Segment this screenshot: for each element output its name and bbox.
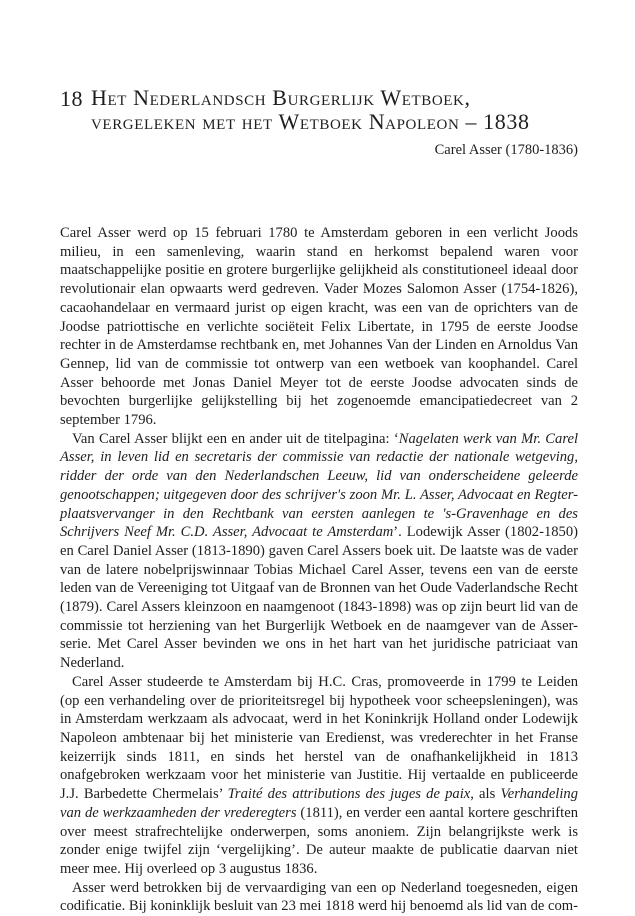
text-run: (1811), en verder een aantal kortere geschriften over meest strafrechtelijke onderwerpen, soms anoniem. Zijn belangrijkste werk is zonder enige twijfel zijn ‘vergelijking’. De auteur maakte de publicatie daarvan niet meer mee. Hij overleed op 3 augustus 1836. [60,804,579,877]
text-run: Carel Asser studeerde te Amsterdam bij H.C. Cras, promoveerde in 1799 te Leiden (op een verhandeling over de prioriteitsregel bij hypotheek voor scheepsleningen), was in Amsterdam werkzaam als advocaat, werd in het Koninkrijk Holland onder Lodewijk Napoleon ambtenaar bij het ministerie van Eredienst, was vrederechter in het Franse keizerrijk sinds 1811, en sinds het herstel van de onafhankelijkheid in 1813 onafgebroken werkzaam voor het ministerie van Justitie. Hij vertaalde en publiceerde J.J. Barbedette Chermelais’ [60,673,578,803]
text-run: Asser werd betrokken bij de vervaardiging van een op Nederland toegesneden, eigen codificatie. Bij koninklijk besluit van 23 mei 1818 werd hij benoemd als lid van de com- [60,879,578,915]
text-run: ’. Lodewijk Asser (1802-1850) en Carel Daniel Asser (1813-1890) gaven Carel Assers boek uit. De laatste was de vader van de latere nobelprijswinnaar Tobias Michael Carel Asser, tevens een van de eerste leden van de Vereeniging tot Uitgaaf van de Bronnen van het Oude Vaderlandsche Recht (1879). Carel Assers kleinzoon en naamgenoot (1843-1898) was op zijn beurt lid van de commissie tot herziening van het Burgerlijk Wetboek en de naamgever van de Asser-serie. Met Carel Asser bevinden we ons in het hart van het juridische patriciaat van Nederland. [60,524,578,672]
chapter-title-line-1: Het Nederlandsch Burgerlijk Wetboek, [91,85,471,110]
chapter-number: 18 [60,86,83,111]
text-run: Van Carel Asser blijkt een en ander uit de titelpagina: ‘ [72,430,399,447]
italic-text: Nagelaten werk van Mr. Carel Asser, in leven lid en secretaris der commissie van redactie der nationale wetgeving, ridder der orde van den Nederlandschen Leeuw, lid van onderscheidene geleerde genootschappen; uitgegeven door des schrijver's zoon Mr. L. Asser, Advocaat en Regter-plaatsvervanger in den Rechtbank van eersten aanlegen te 's-Gravenhage en des Schrijvers Neef Mr. C.D. Asser, Advocaat te Amsterdam [60,430,578,541]
chapter-author: Carel Asser (1780-1836) [434,142,578,158]
chapter-title-line-2: vergeleken met het Wetboek Napoleon – 1838 [91,109,530,134]
paragraph [60,430,578,673]
paragraph [60,224,578,430]
paragraph [60,879,578,916]
chapter-title [91,86,581,134]
italic-text: Traité des attributions des juges de paix [227,786,471,803]
text-run: Carel Asser werd op 15 februari 1780 te Amsterdam geboren in een verlicht Joods milieu, in een samenleving, waarin stand en herkomst bepalend waren voor maatschappelijke positie en grotere burgerlijke gelijkheid als constitutioneel ideaal door revolutionair elan opwaarts werd gedreven. Vader Mozes Salomon Asser (1754-1826), cacaohandelaar en vermaard jurist op eigen kracht, was een van de oprichters van de Joodse patriottische en verlichte sociëteit Felix Libertate, in 1795 de eerste Joodse rechter in de Amsterdamse rechtbank en, met Johannes Van der Linden en Arnoldus Van Gennep, lid van de commissie tot ontwerp van een wetboek van koophandel. Carel Asser behoorde met Jonas Daniel Meyer tot de eerste Joodse advocaten sinds de bevochten burgerlijke gelijkstelling bij het zogenoemde emancipatiedecreet van 2 september 1796. [60,225,578,429]
italic-text: Verhandeling van de werkzaamheden der vrederegters [60,786,578,821]
text-run: , als [470,786,501,803]
paragraph [60,673,578,879]
body-text [60,224,578,916]
